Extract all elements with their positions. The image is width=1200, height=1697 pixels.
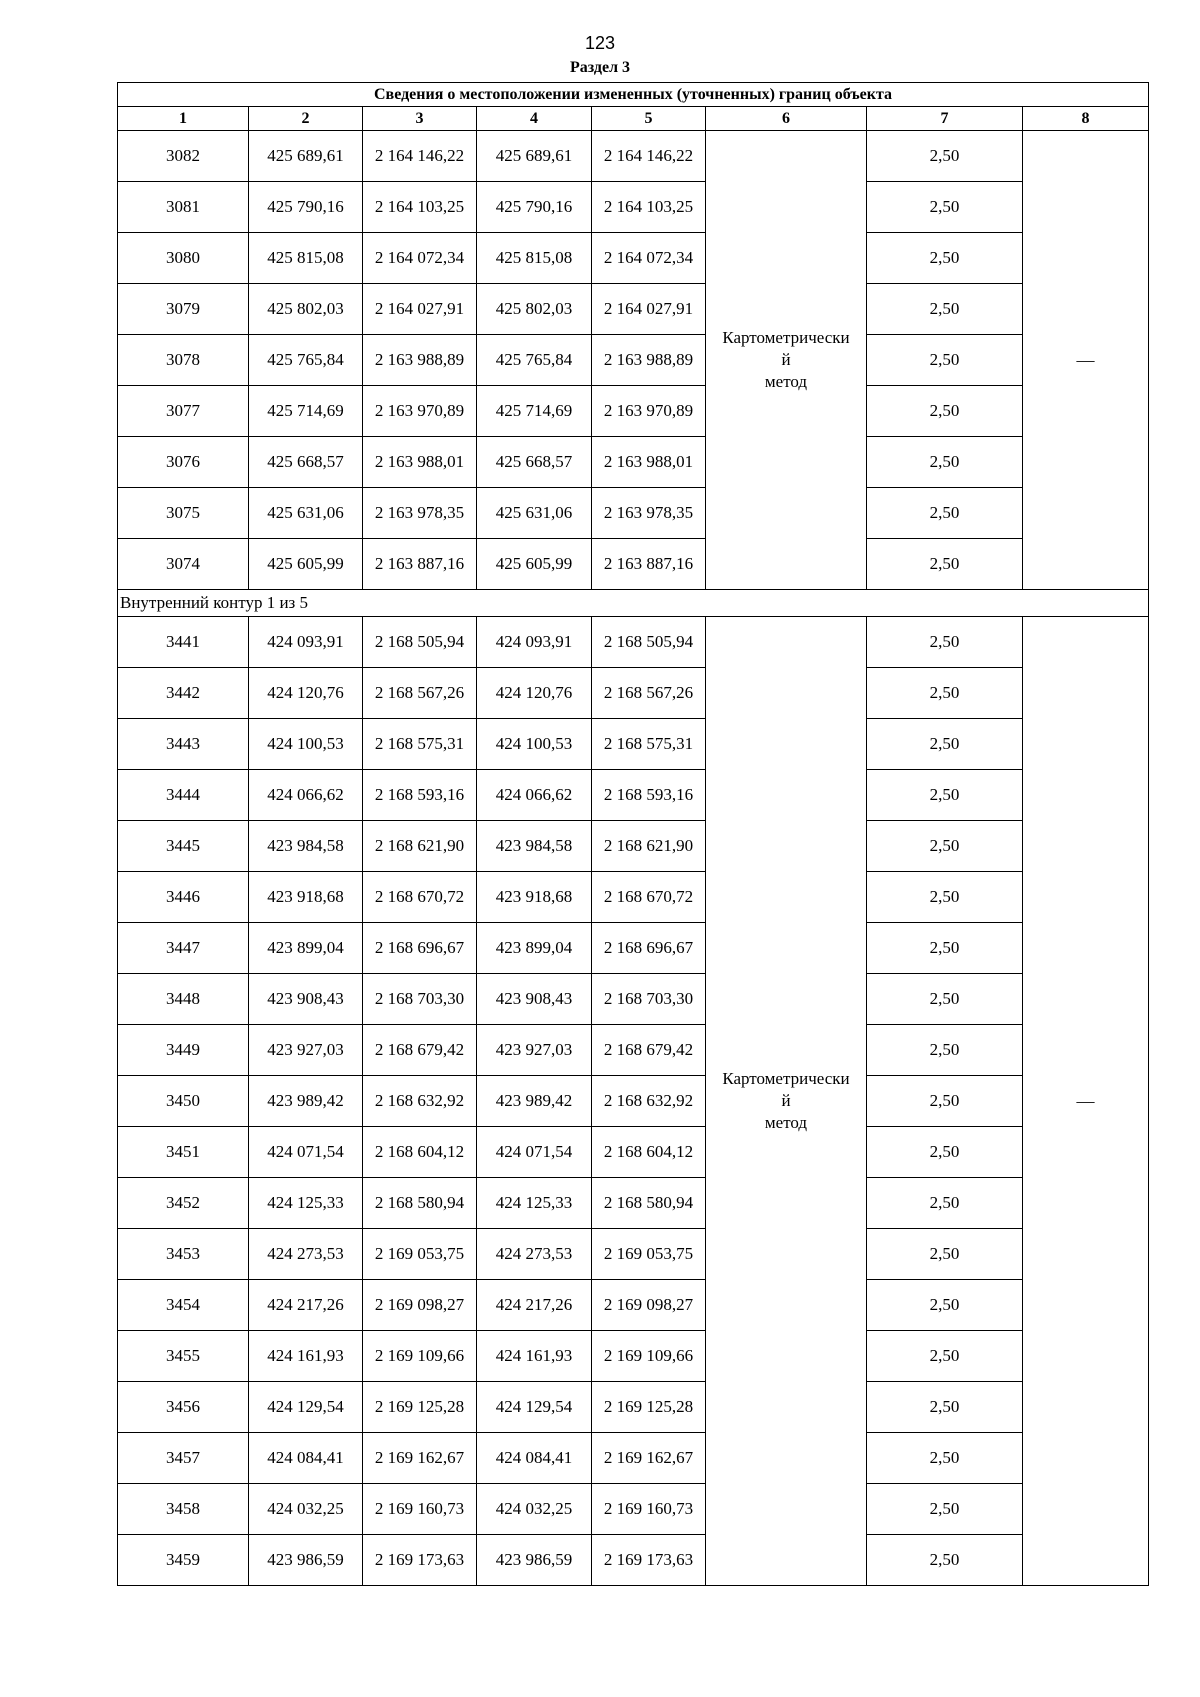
x-new-cell: 424 273,53 xyxy=(477,1229,592,1280)
point-number-cell: 3448 xyxy=(118,974,249,1025)
point-number-cell: 3447 xyxy=(118,923,249,974)
x-new-cell: 423 986,59 xyxy=(477,1535,592,1586)
x-existing-cell: 424 093,91 xyxy=(249,617,363,668)
column-header-2: 2 xyxy=(249,107,363,131)
method-text-line: метод xyxy=(764,372,808,391)
y-new-cell: 2 164 027,91 xyxy=(592,284,706,335)
precision-cell: 2,50 xyxy=(867,284,1023,335)
x-new-cell: 424 032,25 xyxy=(477,1484,592,1535)
point-number-cell: 3074 xyxy=(118,539,249,590)
x-new-cell: 424 071,54 xyxy=(477,1127,592,1178)
point-number-cell: 3444 xyxy=(118,770,249,821)
y-existing-cell: 2 168 580,94 xyxy=(363,1178,477,1229)
y-existing-cell: 2 169 162,67 xyxy=(363,1433,477,1484)
point-number-cell: 3458 xyxy=(118,1484,249,1535)
y-new-cell: 2 168 670,72 xyxy=(592,872,706,923)
y-existing-cell: 2 163 970,89 xyxy=(363,386,477,437)
y-new-cell: 2 163 988,89 xyxy=(592,335,706,386)
method-text-line: й xyxy=(781,350,791,369)
point-number-cell: 3078 xyxy=(118,335,249,386)
y-new-cell: 2 168 632,92 xyxy=(592,1076,706,1127)
page-number: 123 xyxy=(584,33,616,53)
table-row xyxy=(118,284,1149,335)
precision-cell: 2,50 xyxy=(867,386,1023,437)
x-existing-cell: 425 802,03 xyxy=(249,284,363,335)
precision-cell: 2,50 xyxy=(867,1382,1023,1433)
y-new-cell: 2 164 146,22 xyxy=(592,131,706,182)
x-new-cell: 424 093,91 xyxy=(477,617,592,668)
x-new-cell: 425 668,57 xyxy=(477,437,592,488)
table-row xyxy=(118,1025,1149,1076)
y-new-cell: 2 164 072,34 xyxy=(592,233,706,284)
point-number-cell: 3449 xyxy=(118,1025,249,1076)
column-header-row xyxy=(118,107,1149,131)
y-new-cell: 2 168 575,31 xyxy=(592,719,706,770)
y-new-cell: 2 163 887,16 xyxy=(592,539,706,590)
precision-cell: 2,50 xyxy=(867,974,1023,1025)
y-existing-cell: 2 164 146,22 xyxy=(363,131,477,182)
section-title: Раздел 3 xyxy=(569,59,631,76)
precision-cell: 2,50 xyxy=(867,1178,1023,1229)
precision-cell: 2,50 xyxy=(867,821,1023,872)
y-existing-cell: 2 168 679,42 xyxy=(363,1025,477,1076)
x-existing-cell: 423 908,43 xyxy=(249,974,363,1025)
x-existing-cell: 425 815,08 xyxy=(249,233,363,284)
x-new-cell: 425 605,99 xyxy=(477,539,592,590)
x-existing-cell: 424 217,26 xyxy=(249,1280,363,1331)
x-new-cell: 424 129,54 xyxy=(477,1382,592,1433)
y-new-cell: 2 163 978,35 xyxy=(592,488,706,539)
column-header-5: 5 xyxy=(592,107,706,131)
x-existing-cell: 424 066,62 xyxy=(249,770,363,821)
x-new-cell: 423 908,43 xyxy=(477,974,592,1025)
x-new-cell: 424 161,93 xyxy=(477,1331,592,1382)
point-number-cell: 3081 xyxy=(118,182,249,233)
point-number-cell: 3443 xyxy=(118,719,249,770)
precision-cell: 2,50 xyxy=(867,1025,1023,1076)
table-row xyxy=(118,821,1149,872)
table-row xyxy=(118,1484,1149,1535)
precision-cell: 2,50 xyxy=(867,539,1023,590)
point-number-cell: 3446 xyxy=(118,872,249,923)
x-existing-cell: 424 032,25 xyxy=(249,1484,363,1535)
x-existing-cell: 425 765,84 xyxy=(249,335,363,386)
x-existing-cell: 425 631,06 xyxy=(249,488,363,539)
y-new-cell: 2 169 053,75 xyxy=(592,1229,706,1280)
method-text-line: Картометрически xyxy=(722,1069,850,1088)
x-existing-cell: 424 100,53 xyxy=(249,719,363,770)
point-number-cell: 3457 xyxy=(118,1433,249,1484)
x-existing-cell: 423 899,04 xyxy=(249,923,363,974)
contour-label: Внутренний контур 1 из 5 xyxy=(118,590,1149,617)
precision-cell: 2,50 xyxy=(867,182,1023,233)
x-existing-cell: 423 927,03 xyxy=(249,1025,363,1076)
column-header-7: 7 xyxy=(867,107,1023,131)
x-new-cell: 425 815,08 xyxy=(477,233,592,284)
precision-cell: 2,50 xyxy=(867,131,1023,182)
table-row xyxy=(118,872,1149,923)
y-existing-cell: 2 164 072,34 xyxy=(363,233,477,284)
point-number-cell: 3445 xyxy=(118,821,249,872)
x-new-cell: 423 989,42 xyxy=(477,1076,592,1127)
y-new-cell: 2 168 505,94 xyxy=(592,617,706,668)
x-existing-cell: 424 129,54 xyxy=(249,1382,363,1433)
method-cell xyxy=(706,617,867,1586)
point-number-cell: 3442 xyxy=(118,668,249,719)
y-new-cell: 2 169 125,28 xyxy=(592,1382,706,1433)
x-existing-cell: 425 714,69 xyxy=(249,386,363,437)
point-number-cell: 3455 xyxy=(118,1331,249,1382)
point-number-cell: 3456 xyxy=(118,1382,249,1433)
table-row xyxy=(118,335,1149,386)
y-new-cell: 2 168 604,12 xyxy=(592,1127,706,1178)
method-text-line: Картометрически xyxy=(722,328,850,347)
y-existing-cell: 2 163 988,89 xyxy=(363,335,477,386)
y-new-cell: 2 169 160,73 xyxy=(592,1484,706,1535)
contour-label-row xyxy=(118,590,1149,617)
x-existing-cell: 423 918,68 xyxy=(249,872,363,923)
column-header-3: 3 xyxy=(363,107,477,131)
point-number-cell: 3453 xyxy=(118,1229,249,1280)
x-existing-cell: 424 071,54 xyxy=(249,1127,363,1178)
table-body xyxy=(118,131,1149,1586)
y-existing-cell: 2 164 027,91 xyxy=(363,284,477,335)
x-new-cell: 423 984,58 xyxy=(477,821,592,872)
table-row xyxy=(118,182,1149,233)
method-cell xyxy=(706,131,867,590)
precision-cell: 2,50 xyxy=(867,668,1023,719)
precision-cell: 2,50 xyxy=(867,335,1023,386)
point-number-cell: 3452 xyxy=(118,1178,249,1229)
y-new-cell: 2 168 621,90 xyxy=(592,821,706,872)
table-row xyxy=(118,437,1149,488)
column-header-6: 6 xyxy=(706,107,867,131)
point-number-cell: 3454 xyxy=(118,1280,249,1331)
y-new-cell: 2 168 580,94 xyxy=(592,1178,706,1229)
method-text-line: метод xyxy=(764,1113,808,1132)
y-new-cell: 2 169 173,63 xyxy=(592,1535,706,1586)
point-number-cell: 3079 xyxy=(118,284,249,335)
x-existing-cell: 424 084,41 xyxy=(249,1433,363,1484)
precision-cell: 2,50 xyxy=(867,233,1023,284)
table-row xyxy=(118,1331,1149,1382)
x-new-cell: 425 689,61 xyxy=(477,131,592,182)
point-number-cell: 3459 xyxy=(118,1535,249,1586)
precision-cell: 2,50 xyxy=(867,923,1023,974)
point-number-cell: 3450 xyxy=(118,1076,249,1127)
table-row xyxy=(118,1178,1149,1229)
y-new-cell: 2 168 703,30 xyxy=(592,974,706,1025)
y-existing-cell: 2 163 978,35 xyxy=(363,488,477,539)
table-row xyxy=(118,386,1149,437)
precision-cell: 2,50 xyxy=(867,1280,1023,1331)
y-new-cell: 2 168 679,42 xyxy=(592,1025,706,1076)
x-existing-cell: 425 605,99 xyxy=(249,539,363,590)
y-existing-cell: 2 168 593,16 xyxy=(363,770,477,821)
y-new-cell: 2 168 696,67 xyxy=(592,923,706,974)
column-header-8: 8 xyxy=(1023,107,1149,131)
y-existing-cell: 2 168 670,72 xyxy=(363,872,477,923)
x-existing-cell: 424 161,93 xyxy=(249,1331,363,1382)
table-row xyxy=(118,1127,1149,1178)
table-row xyxy=(118,770,1149,821)
y-existing-cell: 2 169 125,28 xyxy=(363,1382,477,1433)
table-row xyxy=(118,974,1149,1025)
x-existing-cell: 423 989,42 xyxy=(249,1076,363,1127)
x-new-cell: 425 765,84 xyxy=(477,335,592,386)
y-existing-cell: 2 169 053,75 xyxy=(363,1229,477,1280)
x-new-cell: 424 066,62 xyxy=(477,770,592,821)
precision-cell: 2,50 xyxy=(867,1127,1023,1178)
precision-cell: 2,50 xyxy=(867,1229,1023,1280)
point-number-cell: 3075 xyxy=(118,488,249,539)
point-number-cell: 3080 xyxy=(118,233,249,284)
table-row xyxy=(118,1229,1149,1280)
x-new-cell: 425 631,06 xyxy=(477,488,592,539)
x-existing-cell: 424 273,53 xyxy=(249,1229,363,1280)
y-existing-cell: 2 168 621,90 xyxy=(363,821,477,872)
table-caption: Сведения о местоположении измененных (уточненных) границ объекта xyxy=(118,83,1149,107)
y-existing-cell: 2 163 887,16 xyxy=(363,539,477,590)
y-new-cell: 2 168 593,16 xyxy=(592,770,706,821)
point-number-cell: 3077 xyxy=(118,386,249,437)
table-row xyxy=(118,539,1149,590)
y-new-cell: 2 169 162,67 xyxy=(592,1433,706,1484)
y-existing-cell: 2 168 575,31 xyxy=(363,719,477,770)
table-row xyxy=(118,233,1149,284)
precision-cell: 2,50 xyxy=(867,1331,1023,1382)
precision-cell: 2,50 xyxy=(867,719,1023,770)
method-text-line: й xyxy=(781,1091,791,1110)
y-existing-cell: 2 169 098,27 xyxy=(363,1280,477,1331)
y-existing-cell: 2 168 604,12 xyxy=(363,1127,477,1178)
table-row xyxy=(118,1382,1149,1433)
precision-cell: 2,50 xyxy=(867,872,1023,923)
x-new-cell: 424 120,76 xyxy=(477,668,592,719)
table-row xyxy=(118,617,1149,668)
y-new-cell: 2 163 988,01 xyxy=(592,437,706,488)
table-row xyxy=(118,1433,1149,1484)
precision-cell: 2,50 xyxy=(867,770,1023,821)
precision-cell: 2,50 xyxy=(867,1433,1023,1484)
point-number-cell: 3076 xyxy=(118,437,249,488)
x-new-cell: 424 217,26 xyxy=(477,1280,592,1331)
point-number-cell: 3082 xyxy=(118,131,249,182)
precision-cell: 2,50 xyxy=(867,617,1023,668)
x-new-cell: 425 802,03 xyxy=(477,284,592,335)
y-new-cell: 2 164 103,25 xyxy=(592,182,706,233)
y-existing-cell: 2 168 567,26 xyxy=(363,668,477,719)
table-row xyxy=(118,668,1149,719)
precision-cell: 2,50 xyxy=(867,1484,1023,1535)
y-existing-cell: 2 169 109,66 xyxy=(363,1331,477,1382)
x-new-cell: 423 899,04 xyxy=(477,923,592,974)
y-existing-cell: 2 168 505,94 xyxy=(363,617,477,668)
x-new-cell: 424 125,33 xyxy=(477,1178,592,1229)
precision-cell: 2,50 xyxy=(867,488,1023,539)
y-new-cell: 2 163 970,89 xyxy=(592,386,706,437)
table-row xyxy=(118,131,1149,182)
point-number-cell: 3451 xyxy=(118,1127,249,1178)
y-new-cell: 2 169 098,27 xyxy=(592,1280,706,1331)
precision-cell: 2,50 xyxy=(867,437,1023,488)
y-existing-cell: 2 168 632,92 xyxy=(363,1076,477,1127)
y-new-cell: 2 169 109,66 xyxy=(592,1331,706,1382)
column-8-cell: — xyxy=(1023,131,1149,590)
x-existing-cell: 425 790,16 xyxy=(249,182,363,233)
y-existing-cell: 2 168 696,67 xyxy=(363,923,477,974)
x-existing-cell: 423 984,58 xyxy=(249,821,363,872)
x-existing-cell: 424 125,33 xyxy=(249,1178,363,1229)
x-existing-cell: 423 986,59 xyxy=(249,1535,363,1586)
table-row xyxy=(118,1280,1149,1331)
coordinates-table xyxy=(117,82,1149,1586)
y-existing-cell: 2 168 703,30 xyxy=(363,974,477,1025)
table-row xyxy=(118,923,1149,974)
x-existing-cell: 425 689,61 xyxy=(249,131,363,182)
y-existing-cell: 2 169 160,73 xyxy=(363,1484,477,1535)
x-new-cell: 424 100,53 xyxy=(477,719,592,770)
x-new-cell: 424 084,41 xyxy=(477,1433,592,1484)
precision-cell: 2,50 xyxy=(867,1535,1023,1586)
y-new-cell: 2 168 567,26 xyxy=(592,668,706,719)
y-existing-cell: 2 164 103,25 xyxy=(363,182,477,233)
table-row xyxy=(118,719,1149,770)
x-new-cell: 423 918,68 xyxy=(477,872,592,923)
x-new-cell: 423 927,03 xyxy=(477,1025,592,1076)
table-row xyxy=(118,1076,1149,1127)
table-row xyxy=(118,488,1149,539)
x-existing-cell: 425 668,57 xyxy=(249,437,363,488)
column-header-1: 1 xyxy=(118,107,249,131)
table-row xyxy=(118,1535,1149,1586)
point-number-cell: 3441 xyxy=(118,617,249,668)
y-existing-cell: 2 169 173,63 xyxy=(363,1535,477,1586)
x-new-cell: 425 714,69 xyxy=(477,386,592,437)
column-header-4: 4 xyxy=(477,107,592,131)
y-existing-cell: 2 163 988,01 xyxy=(363,437,477,488)
x-new-cell: 425 790,16 xyxy=(477,182,592,233)
column-8-cell: — xyxy=(1023,617,1149,1586)
precision-cell: 2,50 xyxy=(867,1076,1023,1127)
x-existing-cell: 424 120,76 xyxy=(249,668,363,719)
